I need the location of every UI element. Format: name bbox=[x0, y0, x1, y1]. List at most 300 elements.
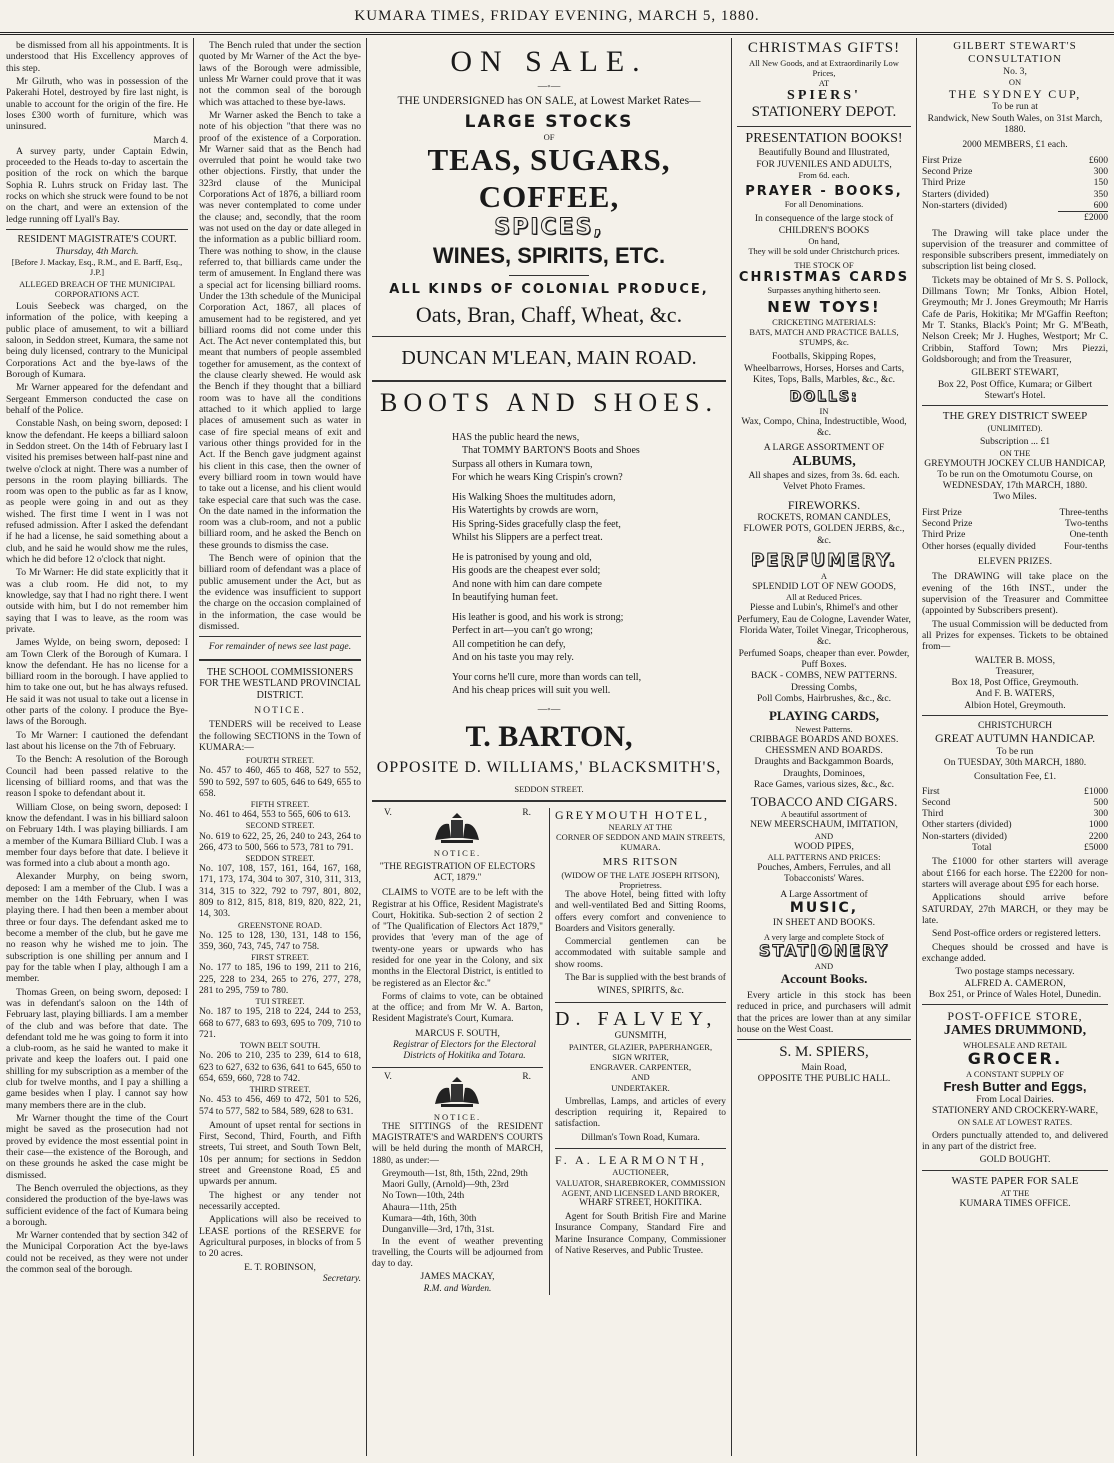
at-label: AT bbox=[818, 77, 830, 88]
hotel-paragraph: Commercial gentlemen can be accommodated with suitable sample and show rooms. bbox=[555, 937, 726, 970]
divider bbox=[922, 405, 1108, 406]
prize-value: £600 bbox=[1088, 154, 1108, 166]
poem-line: His leather is good, and his work is strong; bbox=[452, 611, 624, 623]
consequence-line: In consequence of the large stock of bbox=[754, 213, 894, 225]
divider bbox=[922, 1170, 1108, 1171]
falvey-paragraph: Umbrellas, Lamps, and articles of every description requiring it, Repaired to satisfaction. bbox=[555, 1096, 726, 1130]
prize-label: First Prize bbox=[922, 506, 962, 518]
and-label: AND bbox=[814, 830, 834, 841]
poem-line: His goods are the cheapest ever sold; bbox=[452, 565, 601, 577]
dolls-heading: DOLLS: bbox=[789, 389, 859, 406]
street-name: GREENSTONE ROAD. bbox=[238, 919, 322, 930]
poem-line: That TOMMY BARTON'S Boots and Shoes bbox=[462, 445, 640, 457]
oats-line: Oats, Bran, Chaff, Wheat, &c. bbox=[415, 301, 683, 327]
court-date: Thursday, 4th March. bbox=[55, 245, 139, 257]
prize-value: £1000 bbox=[1084, 785, 1108, 797]
constant-line: A CONSTANT SUPPLY OF bbox=[966, 1068, 1064, 1079]
dateline: March 4. bbox=[153, 134, 188, 146]
news-paragraph: Constable Nash, on being sworn, deposed: I know the defendant. He keeps a billiard saloon in Seddon street. On the 14th of February last I visited his premises between half-past nine and twelve o'clock at night. There was a number of persons in the room playing billiards. The room was open to the public as far as I know, as people were going in and out as they wished. The first time I went in I was not refused admission. After I asked the defendant if he had a license, he said something about a club, and he said he would show me the rules, which he did before 12 o'clock that night. bbox=[6, 418, 188, 566]
news-paragraph: Mr Warner contended that by section 342 of the Municipal Corporation Act the bye-laws could not be received, as they were not under the common seal of the borough. bbox=[6, 1230, 188, 1276]
subscription-line: Subscription ... £1 bbox=[979, 436, 1051, 448]
boots-heading: BOOTS AND SHOES. bbox=[380, 388, 718, 418]
divider bbox=[199, 659, 361, 661]
learmonth-paragraph: Agent for South British Fire and Marine Insurance Company, Standard Fire and Marine Insurance Company, Commissioner of Native Reserves, and Public Trustee. bbox=[555, 1212, 726, 1256]
poem-line: All competition he can defy, bbox=[452, 638, 566, 650]
run-on: To be run bbox=[996, 745, 1034, 757]
vr-line bbox=[372, 808, 543, 848]
patterns-line: ALL PATTERNS AND PRICES: bbox=[767, 852, 881, 863]
business-notices bbox=[549, 808, 726, 1295]
poem-line: He is patronised by young and old, bbox=[452, 551, 592, 563]
spices-heading: SPICES, bbox=[494, 215, 604, 241]
meerschaum-line: NEW MEERSCHAUM, IMITATION, bbox=[750, 819, 898, 831]
prize-row bbox=[922, 541, 1108, 552]
stationery-heading: STATIONERY bbox=[758, 940, 890, 960]
divider bbox=[372, 1067, 543, 1068]
learmonth-heading: F. A. LEARMONTH, bbox=[555, 1152, 708, 1167]
prize-row bbox=[922, 177, 1108, 188]
albums-heading: ALBUMS, bbox=[792, 453, 856, 469]
albums-line: All shapes and sizes, from 3s. 6d. each. Velvet Photo Frames. bbox=[748, 470, 900, 493]
prize-value: 2200 bbox=[1088, 830, 1108, 842]
street-name: FIFTH STREET. bbox=[250, 799, 310, 810]
divider bbox=[372, 800, 726, 802]
news-paragraph: To the Bench: A resolution of the Borough Council had been passed relative to the licensing of billiard rooms, and that was the reason I spoke to defendant about it. bbox=[6, 754, 188, 800]
column-news-2 bbox=[195, 38, 365, 1456]
prize-label: Second Prize bbox=[922, 518, 973, 530]
street-name: TOWN BELT SOUTH. bbox=[239, 1040, 321, 1051]
falvey-address: Dillman's Town Road, Kumara. bbox=[581, 1132, 700, 1143]
fee-line: Consultation Fee, £1. bbox=[973, 771, 1057, 783]
r-label: R. bbox=[522, 1071, 531, 1082]
newspaper-title: KUMARA TIMES, FRIDAY EVENING, MARCH 5, 1880. bbox=[354, 8, 760, 24]
total-label: Total bbox=[972, 842, 992, 854]
gilbert-name: GILBERT STEWART, bbox=[971, 367, 1059, 379]
falvey-trade: SIGN WRITER, bbox=[612, 1052, 669, 1063]
weather-paragraph: In the event of weather preventing travelling, the Courts will be adjourned from day to day. bbox=[372, 1236, 543, 1270]
arrive-paragraph: Applications should arrive before SATURDAY, 27th MARCH, or they may be late. bbox=[922, 892, 1108, 926]
new-goods: All New Goods, and at Extraordinarily Low Prices, bbox=[749, 57, 899, 78]
prize-row bbox=[922, 155, 1108, 166]
news-paragraph: Mr Gilruth, who was in possession of the Pakerahi Hotel, destroyed by fire last night, is unable to account for the origin of the fire. He loses £300 worth of furniture, which was uninsured. bbox=[6, 75, 188, 133]
news-paragraph: The Bench were of opinion that the billiard room of defendant was a place of public amusement under the Act, but as the evidence was insufficient to support the charge on the occasion complained of in the information, the case would be dismissed. bbox=[199, 553, 361, 632]
barton-name: T. BARTON, bbox=[465, 720, 633, 754]
street-block bbox=[199, 996, 361, 1040]
tenders-paragraph: TENDERS will be received to Lease the following SECTIONS in the Town of KUMARA:— bbox=[199, 719, 361, 753]
prize-row bbox=[922, 819, 1108, 830]
average-paragraph: The £1000 for other starters will average about £166 for each horse. The £2200 for non-starters will average about £95 for each horse. bbox=[922, 856, 1108, 891]
store-heading: POST-OFFICE STORE, bbox=[947, 1009, 1083, 1024]
unlimited-label: (UNLIMITED). bbox=[987, 423, 1043, 434]
applications-paragraph: Applications will also be received to LEASE portions of the RESERVE for Agricultural purposes, in blocks of from 5 to 20 acres. bbox=[199, 1214, 361, 1260]
pouches-line: Pouches, Ambers, Ferrules, and all Tobacconists' Wares. bbox=[757, 862, 891, 885]
randwick-line: Randwick, New South Wales, on 31st March, 1880. bbox=[927, 112, 1103, 136]
hotel-sub: NEARLY AT THE bbox=[608, 821, 673, 832]
prize-row bbox=[922, 518, 1108, 529]
news-paragraph: The Bench ruled that under the section quoted by Mr Warner of the Act the bye-laws of the Borough were admissible, unless Mr Warner could prove that it was not the common seal of the borough which was attached to these bye-laws. bbox=[199, 40, 361, 108]
divider bbox=[737, 126, 911, 127]
sydney-cup: THE SYDNEY CUP, bbox=[948, 87, 1082, 102]
prize-value: 300 bbox=[1093, 165, 1108, 177]
run-at: To be run at bbox=[992, 101, 1038, 113]
reduced-line: All at Reduced Prices. bbox=[785, 592, 862, 603]
poem-line: His Walking Shoes the multitudes adorn, bbox=[452, 491, 616, 503]
kites-line: Kites, Tops, Balls, Marbles, &c., &c. bbox=[753, 373, 895, 385]
street-sections: No. 206 to 210, 235 to 239, 614 to 618, 623 to 627, 632 to 636, 641 to 645, 650 to 654, 659, 660, 728 to 742. bbox=[199, 1050, 361, 1084]
lowest-line: ON SALE AT LOWEST RATES. bbox=[957, 1116, 1073, 1127]
prize-label: Third bbox=[922, 808, 944, 820]
column-news bbox=[2, 38, 192, 1456]
divider bbox=[922, 1004, 1108, 1005]
stamps-line: Two postage stamps necessary. bbox=[955, 966, 1075, 978]
poem-line: Perfect in art—you can't go wrong; bbox=[452, 625, 593, 637]
barton-poem bbox=[372, 431, 726, 698]
news-paragraph: James Wylde, on being sworn, deposed: I am Town Clerk of the Borough of Kumara. I know the defendant. He has no license for a billiard room in the borough. I have applied to him to take one out, but he has always refused. He said it was not usual to take out a license in other parts of the colony. I produce the Bye-laws of the Borough. bbox=[6, 637, 188, 728]
prize-total-row bbox=[922, 842, 1108, 853]
of-label: OF bbox=[543, 132, 555, 143]
court-bench: [Before J. Mackay, Esq., R.M., and E. Barff, Esq., J.P.] bbox=[11, 257, 183, 278]
a-label: A bbox=[820, 571, 828, 582]
prize-value: 150 bbox=[1093, 177, 1108, 189]
butter-line: Fresh Butter and Eggs, bbox=[943, 1078, 1087, 1094]
news-paragraph: Mr Warner thought the time of the Court might be saved as the prosecution had not proved by evidence the most essential point in their case—the existence of the Borough, and on these grounds he asked the case might be dismissed. bbox=[6, 1113, 188, 1181]
news-paragraph: Alexander Murphy, on being sworn, deposed: I am a member of the Club. I was a member on the 14th February, when I was playing there. I had then been a member about three or four days. The defendant asked me to become a member of the club, but he gave me no reason why he wished me to join. The subscription is one shilling per annum and I pay for the table when I play, although I am a member. bbox=[6, 871, 188, 985]
prize-label: Third Prize bbox=[922, 177, 966, 189]
column-divider bbox=[193, 38, 194, 1456]
street-name: TUI STREET. bbox=[255, 996, 305, 1007]
orders-paragraph: Orders punctually attended to, and delivered in any part of the district free. bbox=[922, 1129, 1108, 1152]
dressing-line: Dressing Combs, bbox=[790, 681, 858, 693]
street-name: FOURTH STREET. bbox=[245, 755, 315, 766]
prize-label: Third Prize bbox=[922, 529, 966, 541]
column-divider bbox=[366, 38, 367, 1456]
prize-value: One-tenth bbox=[1069, 529, 1108, 541]
sheet-line: IN SHEET AND BOOKS. bbox=[772, 916, 876, 928]
poem-line: HAS the public heard the news, bbox=[452, 431, 580, 443]
registrar-name: MARCUS F. SOUTH, bbox=[415, 1028, 500, 1039]
wax-line: Wax, Compo, China, Indestructible, Wood, &c. bbox=[741, 415, 907, 438]
ritson-name: MRS RITSON bbox=[602, 856, 679, 869]
toys-heading: NEW TOYS! bbox=[767, 298, 881, 317]
members-line: 2000 MEMBERS, £1 each. bbox=[962, 139, 1068, 151]
on-the-label: ON THE bbox=[999, 447, 1031, 458]
poll-line: Poll Combs, Hairbrushes, &c., &c. bbox=[756, 692, 892, 704]
tuesday-line: On TUESDAY, 30th MARCH, 1880. bbox=[943, 756, 1087, 768]
poem-line: In beautifying human feet. bbox=[452, 592, 559, 604]
amount-paragraph: Amount of upset rental for sections in First, Second, Third, Fourth, and Fifth streets, Tui street, and South Town Belt, 10s per annum; for sections in Seddon street and Greenstone Road, £5 and upwards per annum. bbox=[199, 1119, 361, 1188]
claims-paragraph: CLAIMS to VOTE are to be left with the Registrar at his Office, Resident Magistrate's Court, Hokitika. Sub-section 2 of section 2 of "The Qualification of Electors Act 1879," provides that 'every man of the age of twenty-one years or upwards who has resided for one year in the Colony, and six months in the Electoral District, is entitled to be registered as an Elector &c." bbox=[372, 888, 543, 989]
perfumery-heading: PERFUMERY. bbox=[750, 549, 898, 571]
poem-line: His Spring-Sides gracefully clasp the feet, bbox=[452, 518, 621, 530]
street-sections: No. 187 to 195, 218 to 224, 244 to 253, 668 to 677, 683 to 693, 695 to 709, 710 to 721. bbox=[199, 1006, 361, 1040]
crockery-line: STATIONERY AND CROCKERY-WARE, bbox=[932, 1105, 1098, 1117]
spiers-heading: SPIERS' bbox=[787, 87, 861, 103]
street-name: SECOND STREET. bbox=[245, 820, 315, 831]
treasurer-label: Treasurer, bbox=[995, 665, 1035, 677]
registrar-title: Registrar of Electors for the Electoral Districts of Hokitika and Totara. bbox=[393, 1039, 536, 1062]
cheques-paragraph: Cheques should be crossed and have is exchange added. bbox=[922, 941, 1108, 964]
chessmen-line: CHESSMEN AND BOARDS. bbox=[765, 744, 883, 756]
hotel-paragraph: The above Hotel, being fitted with lofty and well-ventilated Bed and Sitting Rooms, offers every comfort and convenience to Boarders and Visitors generally. bbox=[555, 890, 726, 934]
stock-of: THE STOCK OF bbox=[794, 260, 854, 271]
sitting-date: Kumara—4th, 16th, 30th bbox=[382, 1213, 477, 1224]
sitting-date: Dunganville—3rd, 17th, 31st. bbox=[382, 1225, 495, 1236]
main-road: Main Road, bbox=[801, 1062, 847, 1074]
wheelbarrows-line: Wheelbarrows, Horses, Horses and Carts, bbox=[743, 362, 905, 374]
street-sections: No. 125 to 128, 130, 131, 148 to 156, 359, 360, 743, 745, 747 to 758. bbox=[199, 929, 361, 953]
prize-label: First Prize bbox=[922, 154, 962, 166]
poem-line: Your corns he'll cure, more than words can tell, bbox=[452, 671, 642, 683]
news-paragraph: Thomas Green, on being sworn, deposed: I was in defendant's saloon on the 14th of February last, playing billiards. I am a member of the club and was before that date. The defendant told me he was going to form it into a club-room, as he said he wanted to make it private and keep the loafers out. I paid one shilling for my subscription as a member of the club for twelve months, and I pay a shilling a game besides when I play. I cannot say how many members there are in the club. bbox=[6, 986, 188, 1111]
advert-subcolumns bbox=[372, 808, 726, 1295]
news-paragraph: Mr Warner appeared for the defendant and Sergeant Emmerson conducted the case on behalf of the Police. bbox=[6, 382, 188, 416]
surpasses-line: Surpasses anything hitherto seen. bbox=[767, 285, 881, 296]
prize-label: Starters (divided) bbox=[922, 188, 989, 200]
remainder-note: For remainder of news see last page. bbox=[208, 641, 352, 653]
column-sweeps bbox=[918, 38, 1112, 1456]
street-sections: No. 461 to 464, 553 to 565, 606 to 613. bbox=[199, 809, 351, 821]
prize-value: Three-tenths bbox=[1059, 506, 1108, 518]
on-hand: On hand, bbox=[808, 236, 840, 247]
hotel-heading: GREYMOUTH HOTEL, bbox=[555, 807, 709, 822]
splendid-line: SPLENDID LOT OF NEW GOODS, bbox=[752, 581, 896, 593]
poem-stanza bbox=[452, 671, 666, 698]
from-price: From 6d. each. bbox=[798, 170, 850, 181]
prize-row bbox=[922, 166, 1108, 177]
childrens-books: CHILDREN'S BOOKS bbox=[778, 224, 870, 236]
sweep-heading: THE GREY DISTRICT SWEEP bbox=[942, 410, 1088, 423]
poem-line: Whilst his Slippers are a perfect treat. bbox=[452, 532, 603, 544]
v-label: V. bbox=[384, 807, 392, 818]
mclean-heading: DUNCAN M'LEAN, MAIN ROAD. bbox=[401, 346, 697, 369]
street-block bbox=[199, 1040, 361, 1084]
and-label: AND bbox=[814, 960, 834, 971]
news-paragraph: Mr Warner asked the Bench to take a note of his objection "that there was no proof of the existence of a Corporation. Mr Warner said that as the Bench had overruled that point he would take two other objections. Firstly, that under the 323rd clause of the Municipal Corporations Act of 1876, a billiard room was never contemplated to come under the clause; and, secondly, that the room was not used on the day or date alleged in the information as a public billiard room. There was nothing to show, in the clause referred to, that billiards came under the term of amusement. In England there was a special act for licensing billiard rooms. Under the 13th schedule of the Municipal Corporation Act, 1867, all places of amusement had to be registered, and yet billiard rooms did not come under this Act. The Act never contemplated this, but meant that numbers of people assembled together for amusement, as the context of the clause clearly shewed. He would ask the Bench if they thought that a billiard room was to have all the conditions attached to it which applied to large places of amusement such as water in case of fire special means of exit and various other things provided for in the Act. If the Bench gave judgment against his client in this case, then the owner of every billiard room in town would have to take out a license, and his client would take especial care that such was the case. On the date named in the information the room was a club-room, and not a public billiard room, and he asked the Bench on these grounds to dismiss the case. bbox=[199, 109, 361, 551]
news-paragraph: To Mr Warner: I cautioned the defendant last about his license on the 7th of February. bbox=[6, 729, 188, 753]
r-label: R. bbox=[522, 807, 531, 818]
prize-value: 600 bbox=[1093, 199, 1108, 211]
prize-label: Other starters (divided) bbox=[922, 819, 1012, 831]
street-name: FIRST STREET. bbox=[251, 952, 309, 963]
news-paragraph: A survey party, under Captain Edwin, proceeded to the Heads to-day to ascertain the position of the rock on which the barque Sophia R. Luhrs struck on Friday last. The rocks on which she struck were found to be not on the chart, and were an extension of the ledge running off Lyall's Bay. bbox=[6, 145, 188, 225]
box18-line: Box 18, Post Office, Greymouth. bbox=[951, 677, 1079, 689]
ornament: —◦— bbox=[537, 81, 561, 93]
street-block bbox=[199, 853, 361, 920]
rockets-line: ROCKETS, ROMAN CANDLES, FLOWER POTS, GOLDEN JERBS, &c., &c. bbox=[743, 511, 905, 546]
prize-row bbox=[922, 797, 1108, 808]
prize-row bbox=[922, 200, 1108, 211]
divider bbox=[509, 275, 589, 276]
bound-line: Beautifully Bound and Illustrated, bbox=[758, 147, 890, 159]
postoffice-paragraph: Send Post-office orders or registered letters. bbox=[932, 928, 1101, 940]
prize-row bbox=[922, 529, 1108, 540]
cameron-name: ALFRED A. CAMERON, bbox=[964, 977, 1066, 989]
jockey-heading: GREYMOUTH JOCKEY CLUB HANDICAP, bbox=[924, 457, 1106, 469]
street-sections: No. 177 to 185, 196 to 199, 211 to 216, 225, 228 to 234, 265 to 276, 277, 278, 281 to 295, 759 to 780. bbox=[199, 962, 361, 996]
prize-table-3 bbox=[922, 786, 1108, 854]
consultation-number: No. 3, bbox=[1003, 65, 1027, 77]
prize-label: Second bbox=[922, 796, 951, 808]
divider bbox=[6, 229, 188, 230]
divider bbox=[372, 336, 726, 337]
wholesale-line: WHOLESALE AND RETAIL bbox=[963, 1039, 1067, 1050]
prize-table-2 bbox=[922, 507, 1108, 552]
ornament: —◦— bbox=[537, 703, 561, 715]
drawing2-paragraph: The DRAWING will take place on the evening of the 16th INST., under the supervision of the Treasurer and Committee (appointed by Subscribers present). bbox=[922, 571, 1108, 617]
cricket-heading: CRICKETING MATERIALS: bbox=[772, 317, 876, 328]
street-block bbox=[199, 952, 361, 996]
commissioners-heading: THE SCHOOL COMMISSIONERS FOR THE WESTLAND PROVINCIAL DISTRICT. bbox=[199, 666, 361, 702]
colonial-heading: ALL KINDS OF COLONIAL PRODUCE, bbox=[389, 282, 709, 298]
case-heading: ALLEGED BREACH OF THE MUNICIPAL CORPORATIONS ACT. bbox=[19, 279, 175, 300]
poem-line: Surpass all others in Kumara town, bbox=[452, 458, 593, 470]
combs-line: BACK - COMBS, NEW PATTERNS. bbox=[750, 670, 898, 682]
omotumotu-line: To be run on the Omotumotu Course, on bbox=[937, 468, 1093, 480]
news-paragraph: be dismissed from all his appointments. It is understood that His Excellency approves of this step. bbox=[6, 40, 188, 74]
v-label: V. bbox=[384, 1071, 392, 1082]
tobacco-heading: TOBACCO AND CIGARS. bbox=[750, 794, 898, 810]
barton-address: OPPOSITE D. WILLIAMS,' BLACKSMITH'S, bbox=[376, 758, 722, 776]
box251-line: Box 251, or Prince of Wales Hotel, Dunedin. bbox=[928, 988, 1102, 1000]
sitting-date: Maori Gully, (Arnold)—9th, 23rd bbox=[382, 1180, 509, 1191]
teas-heading: TEAS, SUGARS, COFFEE, bbox=[427, 142, 671, 214]
christchurch-label: CHRISTCHURCH bbox=[977, 720, 1053, 732]
street-sections: No. 453 to 456, 469 to 472, 501 to 526, 574 to 577, 582 to 584, 589, 628 to 631. bbox=[199, 1094, 361, 1117]
prize-row bbox=[922, 189, 1108, 200]
prize-row bbox=[922, 808, 1108, 819]
poem-line: And none with him can dare compete bbox=[452, 578, 602, 590]
hotel-wines: WINES, SPIRITS, &c. bbox=[597, 986, 684, 997]
royal-crest-icon bbox=[427, 812, 487, 846]
falvey-trade: ENGRAVER. CARPENTER, bbox=[589, 1062, 692, 1073]
signer-title: Secretary. bbox=[322, 1272, 361, 1284]
poem-line: And his cheap prices will suit you well. bbox=[452, 685, 611, 697]
street-block bbox=[199, 799, 361, 820]
vr-line bbox=[372, 1072, 543, 1112]
learmonth-roles: VALUATOR, SHAREBROKER, COMMISSION AGENT, AND LICENSED LAND BROKER, bbox=[555, 1177, 726, 1198]
prize-value: 350 bbox=[1093, 188, 1108, 200]
prize-value: 500 bbox=[1093, 796, 1108, 808]
prize-total: £2000 bbox=[1058, 211, 1108, 223]
gold-bought: GOLD BOUGHT. bbox=[979, 1154, 1051, 1166]
falvey-trade: GUNSMITH, bbox=[614, 1030, 667, 1041]
sm-spiers: S. M. SPIERS, bbox=[779, 1044, 869, 1061]
wood-pipes: WOOD PIPES, bbox=[794, 840, 854, 852]
commission-paragraph: The usual Commission will be deducted from all Prizes for expenses. Tickets to be obtained from— bbox=[922, 618, 1108, 653]
mackay-title: R.M. and Warden. bbox=[423, 1283, 492, 1294]
falvey-trade: UNDERTAKER. bbox=[611, 1082, 670, 1093]
music-heading: MUSIC, bbox=[789, 900, 859, 917]
playing-cards-heading: PLAYING CARDS, bbox=[768, 708, 880, 724]
street-sections: No. 457 to 460, 465 to 468, 527 to 552, 590 to 592, 597 to 605, 646 to 649, 655 to 658. bbox=[199, 765, 361, 799]
large-stocks: LARGE STOCKS bbox=[464, 112, 634, 133]
news-paragraph: To Mr Warner: He did state explicitly that it was a club room. He did not, to my knowledge, say that I had no right there. I went outside with him, but I do not remember him saying that I was to leave, as the room was private. bbox=[6, 567, 188, 635]
street-block bbox=[199, 820, 361, 853]
prize-table bbox=[922, 155, 1108, 224]
divider bbox=[555, 1002, 726, 1003]
street-block bbox=[199, 920, 361, 953]
prize-value: Two-tenths bbox=[1064, 518, 1108, 530]
forms-paragraph: Forms of claims to vote, can be obtained at the office; and from Mr W. A. Barton, Resident Magistrate's Court, Kumara. bbox=[372, 991, 543, 1025]
footballs-line: Footballs, Skipping Ropes, bbox=[772, 351, 876, 363]
notice-label: NOTICE. bbox=[433, 1111, 482, 1122]
ritson-sub: (WIDOW OF THE LATE JOSEPH RITSON), Proprietress. bbox=[561, 869, 720, 890]
street-name: THIRD STREET. bbox=[249, 1084, 311, 1095]
cards-heading: CHRISTMAS CARDS bbox=[738, 270, 910, 286]
wednesday-line: WEDNESDAY, 17th MARCH, 1880. bbox=[942, 480, 1088, 492]
tickets-paragraph: Tickets may be obtained of Mr S. S. Pollock, Dillmans Town; Mr Tonks, Albion Hotel, Greymouth; Mr J. Jones Greymouth; Mr Harris Cafe de Paris, Hokitika; Mr M'Gaffin Reefton; Mr T. Stanks, Black's Point; Mr G. M'Beath, Nelson Creek; Mr J. Hughes, Westport; Mr C. Cribbin, Stafford Town; Mrs Piezzi, Goldsborough; and from the Treasurer, bbox=[922, 274, 1108, 365]
column-spiers-advert bbox=[733, 38, 915, 1456]
highest-paragraph: The highest or any tender not necessarily accepted. bbox=[199, 1189, 361, 1213]
prize-label: Other horses (equally divided bbox=[922, 540, 1036, 552]
large-music: A Large Assortment of bbox=[780, 888, 868, 900]
juveniles-line: FOR JUVENILES AND ADULTS, bbox=[756, 158, 892, 170]
box22-line: Box 22, Post Office, Kumara; or Gilbert Stewart's Hotel. bbox=[937, 378, 1093, 401]
divider bbox=[555, 1148, 726, 1149]
every-article-paragraph: Every article in this stock has been reduced in price, and purchasers will admit that the prices are lower than at any similar house on the West Coast. bbox=[737, 990, 911, 1036]
news-paragraph: William Close, on being sworn, deposed: I know the defendant. I was in his billiard saloon on February 14th. I was playing billiards. I am a member of the Kumara Billiard Club. I was a member four days before that date. I believe it was formed into a club about a month ago. bbox=[6, 801, 188, 870]
column-advertisements bbox=[368, 38, 730, 1456]
race-line: Race Games, various sizes, &c., &c. bbox=[753, 778, 895, 790]
grocer-heading: GROCER. bbox=[967, 1048, 1063, 1068]
depot-heading: STATIONERY DEPOT. bbox=[751, 104, 897, 121]
prize-row bbox=[922, 507, 1108, 518]
poem-stanza bbox=[452, 611, 666, 665]
prize-label: Second Prize bbox=[922, 165, 973, 177]
masthead bbox=[0, 0, 1114, 38]
total-value: £5000 bbox=[1084, 842, 1108, 854]
learmonth-title: AUCTIONEER, bbox=[612, 1167, 669, 1178]
signer-name: E. T. ROBINSON, bbox=[244, 1261, 316, 1273]
albion-line: Albion Hotel, Greymouth. bbox=[964, 699, 1066, 711]
poem-stanza bbox=[452, 491, 666, 545]
street-sections: No. 619 to 622, 25, 26, 240 to 243, 264 to 266, 473 to 500, 566 to 573, 781 to 791. bbox=[199, 830, 361, 853]
notice-label: NOTICE. bbox=[433, 847, 482, 858]
fireworks-heading: FIREWORKS. bbox=[787, 497, 861, 512]
drummond-name: JAMES DRUMMOND, bbox=[943, 1023, 1087, 1039]
street-sections: No. 107, 108, 157, 161, 164, 167, 168, 171, 173, 174, 304 to 307, 310, 311, 313, 314, 315 to 322, 792 to 797, 801, 802, 809 to 812, 815, 818, 819, 820, 822, 21, 14, 303. bbox=[199, 863, 361, 920]
times-office: KUMARA TIMES OFFICE. bbox=[959, 1197, 1071, 1209]
prize-label: Non-starters (divided) bbox=[922, 830, 1007, 842]
prize-label: Non-starters (divided) bbox=[922, 199, 1007, 211]
newest-patterns: Newest Patterns. bbox=[795, 723, 853, 734]
barton-street: SEDDON STREET. bbox=[514, 783, 584, 794]
poem-line: And on his taste you may rely. bbox=[452, 652, 574, 664]
poem-stanza bbox=[452, 431, 666, 485]
royal-crest-icon bbox=[427, 1076, 487, 1110]
column-divider bbox=[731, 38, 732, 1456]
waste-paper: WASTE PAPER FOR SALE bbox=[951, 1174, 1079, 1187]
prize-row bbox=[922, 831, 1108, 842]
poem-stanza bbox=[452, 551, 666, 605]
account-books: Account Books. bbox=[780, 970, 868, 986]
sitting-dates bbox=[372, 1169, 543, 1237]
soaps-line: Perfumed Soaps, cheaper than ever. Powder, Puff Boxes. bbox=[738, 647, 910, 670]
hotel-paragraph: The Bar is supplied with the best brands of bbox=[565, 973, 726, 984]
at-the-label: AT THE bbox=[1000, 1187, 1030, 1198]
notice-label: NOTICE. bbox=[254, 704, 306, 716]
drawing-paragraph: The Drawing will take place under the supervision of the treasurer and committee of responsible subscribers present, immediately on subscription list being closed. bbox=[922, 227, 1108, 273]
news-paragraph: Louis Seebeck was charged, on the information of the police, with keeping a public place of amusement, to wit a billiard saloon, in Seddon street, Kumara, the same not being duly licensed, contrary to the Municipal Corporations Act and the bye-laws of the Borough of Kumara. bbox=[6, 301, 188, 381]
prayer-heading: PRAYER - BOOKS, bbox=[745, 184, 903, 200]
cribbage-line: CRIBBAGE BOARDS AND BOXES. bbox=[749, 733, 899, 745]
divider bbox=[199, 636, 361, 637]
on-label: ON bbox=[1008, 77, 1022, 88]
prize-value: 300 bbox=[1093, 808, 1108, 820]
column-divider bbox=[916, 38, 917, 1456]
government-notices bbox=[372, 808, 543, 1295]
large-assortment: A LARGE ASSORTMENT OF bbox=[763, 442, 885, 454]
